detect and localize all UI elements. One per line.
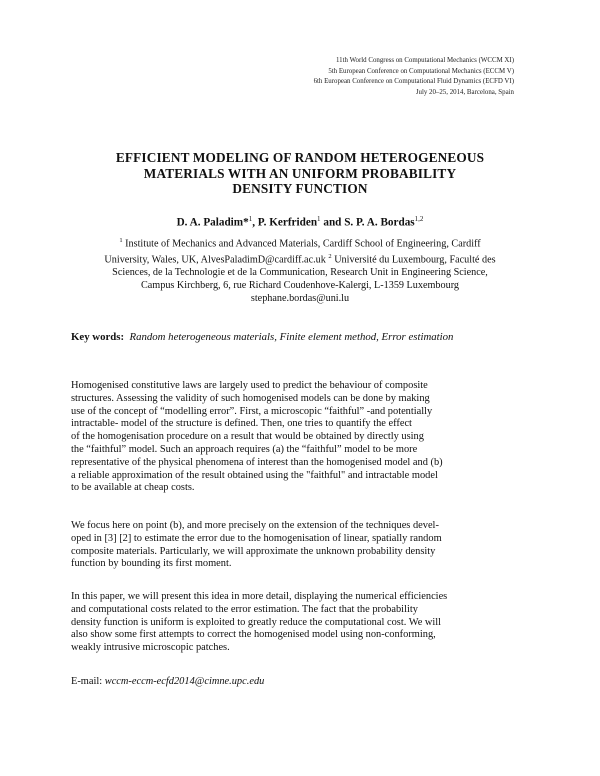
author-name: S. P. A. Bordas (344, 216, 415, 229)
conference-header (314, 56, 514, 98)
author-name: P. Kerfriden (257, 216, 318, 229)
text-line: We focus here on point (b), and more precisely on the extension of the techniques devel- (71, 520, 439, 531)
author-affil-mark: 1 (248, 215, 253, 223)
affiliations (70, 235, 530, 305)
text-line: to be available at cheap costs. (71, 482, 195, 494)
conference-line: 6th European Conference on Computational Fluid Dynamics (ECFD VI) (313, 78, 514, 86)
conference-date: July 20–25, 2014, Barcelona, Spain (415, 88, 514, 96)
affil-mark: 1 (119, 237, 123, 244)
affiliation-email: stephane.bordas@uni.lu (250, 292, 350, 304)
email-address[interactable]: wccm-eccm-ecfd2014@cimne.upc.edu (104, 676, 265, 687)
author-affil-mark: 1 (317, 215, 321, 223)
author-list (60, 215, 540, 229)
affiliation-line (70, 235, 530, 251)
text-line: oped in [3] [2] to estimate the error due to the homogenisation of linear, spatially random (71, 532, 442, 544)
paper-title (60, 150, 540, 197)
keywords-text: Random heterogeneous materials, Finite element method, Error estimation (129, 331, 454, 343)
affiliation-text: Institute of Mechanics and Advanced Materials, Cardiff School of Engineering, Cardiff (122, 238, 481, 250)
author-separator: , (252, 216, 258, 229)
text-line: of the homogenisation procedure on a result that would be obtained by directly using (71, 431, 424, 443)
text-line: structures. Assessing the validity of such homogenised models can be done by making (71, 392, 430, 404)
text-line: density function is uniform is exploited to greatly reduce the computational cost. We will (71, 616, 442, 628)
body-paragraph-2 (71, 520, 531, 571)
affiliation-line (70, 251, 530, 267)
title-line: MATERIALS WITH AN UNIFORM PROBABILITY (143, 165, 457, 181)
author-affil-mark: 1,2 (414, 215, 424, 223)
body-paragraph-1 (71, 380, 531, 495)
author-separator: and (320, 216, 345, 229)
text-line: and computational costs related to the error estimation. The fact that the probability (71, 603, 418, 615)
affiliation-text: Université du Luxembourg, Faculté des (331, 254, 496, 266)
author-name: D. A. Paladim* (176, 216, 249, 229)
text-line: a reliable approximation of the result obtained using the "faithful" and intractable model (71, 469, 438, 481)
text-line: use of the concept of “modelling error”. First, a microscopic “faithful” -and potentially (71, 405, 433, 417)
text-line: function by bounding its first moment. (71, 558, 232, 570)
affiliation-line: Campus Kirchberg, 6, rue Richard Coudenhove-Kalergi, L-1359 Luxembourg (140, 279, 459, 291)
email-label: E-mail: (71, 676, 105, 687)
text-line: intractable- model of the structure is defined. Then, one tries to quantify the effect (71, 418, 412, 430)
body-paragraph-3 (71, 591, 531, 655)
keywords-label: Key words: (71, 331, 125, 343)
affil-mark: 2 (328, 253, 332, 261)
conference-line: 11th World Congress on Computational Mechanics (WCCM XI) (335, 57, 514, 64)
text-line: representative of the physical phenomena of interest than the homogenised model and (b) (71, 456, 443, 468)
affiliation-line: Sciences, de la Technologie et de la Communication, Research Unit in Engineering Science, (112, 267, 488, 279)
affiliation-text: University, Wales, UK, AlvesPaladimD@cardiff.ac.uk (104, 254, 329, 266)
title-line: DENSITY FUNCTION (232, 181, 368, 196)
text-line: composite materials. Particularly, we will approximate the unknown probability density (71, 545, 436, 557)
text-line: In this paper, we will present this idea in more detail, displaying the numerical efficiencies (71, 591, 448, 602)
conference-line: 5th European Conference on Computational Mechanics (ECCM V) (328, 67, 514, 75)
contact-email (71, 676, 264, 687)
text-line: also show some first attempts to correct the homogenised model using non-conforming, (71, 629, 436, 641)
text-line: the “faithful” model. Such an approach requires (a) the “faithful” model to be more (71, 443, 418, 455)
text-line: Homogenised constitutive laws are largely used to predict the behaviour of composite (71, 380, 428, 391)
text-line: weakly intrusive microscopic patches. (71, 642, 230, 654)
title-line: EFFICIENT MODELING OF RANDOM HETEROGENEOUS (115, 150, 485, 165)
keywords (71, 331, 453, 343)
